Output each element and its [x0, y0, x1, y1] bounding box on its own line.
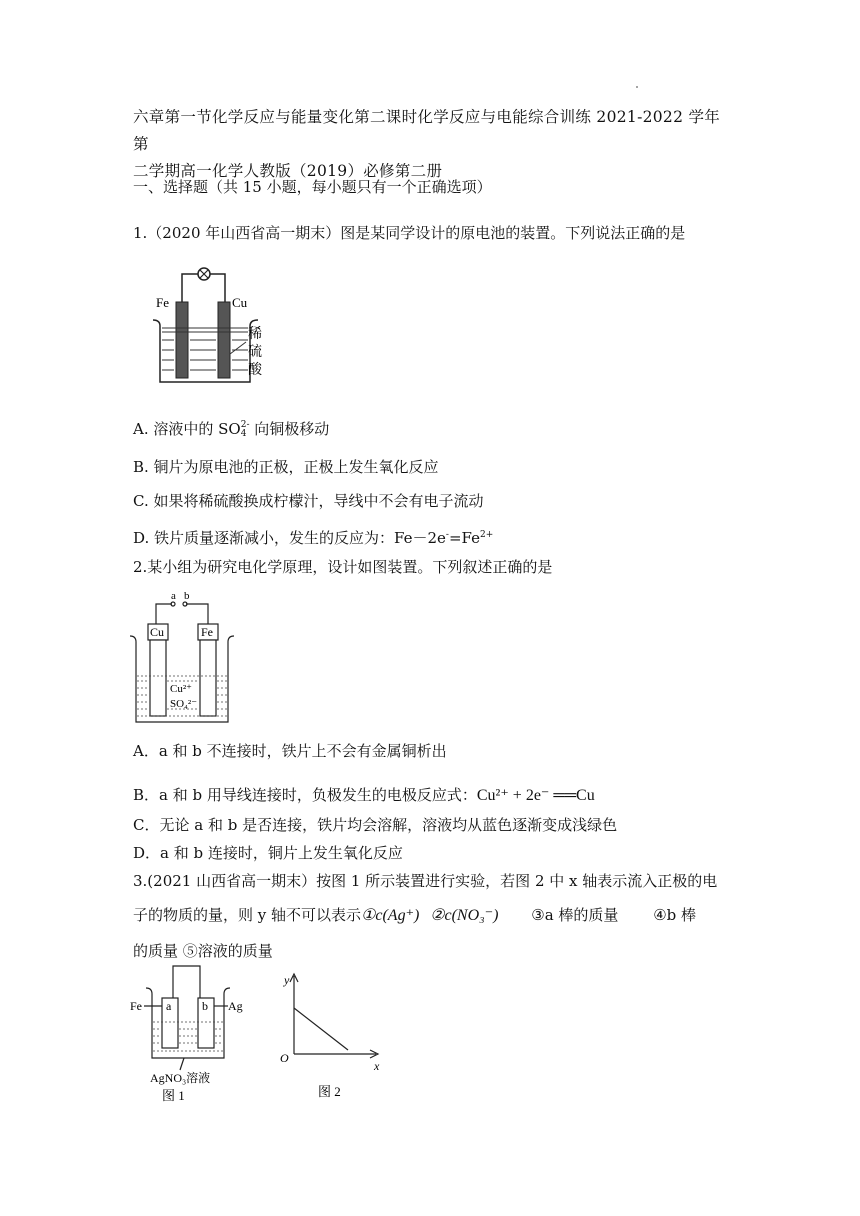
q3-stem-line-1: 3.(2021 山西省高一期末）按图 1 所示装置进行实验，若图 2 中 x 轴表示流入正极的电	[133, 872, 718, 890]
title-line-1: 六章第一节化学反应与能量变化第二课时化学反应与电能综合训练 2021-2022 学年第	[133, 108, 721, 153]
q3-fig1-caption: 图 1	[162, 1088, 185, 1102]
q2-option-a: A．a 和 b 不连接时，铁片上不会有金属铜析出	[133, 742, 447, 760]
q2-option-c: C．无论 a 和 b 是否连接，铁片均会溶解，溶液均从蓝色逐渐变成浅绿色	[133, 816, 618, 834]
q3-stem-line-3: 的质量 ⑤溶液的质量	[133, 942, 273, 960]
q2-cu-label: Cu	[150, 625, 165, 639]
q2-ion-cu: Cu²⁺	[170, 683, 192, 695]
q3-ag-label: Ag	[228, 999, 243, 1013]
q3-figure-2-graph	[276, 970, 386, 1100]
q2-option-b: B．a 和 b 用导线连接时，负极发生的电极反应式：Cu²⁺ + 2e⁻ ══Cu	[133, 786, 595, 804]
q3-y-axis-label: y	[284, 973, 290, 987]
q3-stem-line-2: 子的物质的量，则 y 轴不可以表示①c(Ag⁺) ②c(NO₃⁻) ③a 棒的质量 ④b 棒	[133, 906, 697, 924]
q3-figure-1	[128, 962, 248, 1102]
q1-stem: 1.（2020 年山西省高一期末）图是某同学设计的原电池的装置。下列说法正确的是	[133, 224, 686, 242]
q2-fe-label: Fe	[201, 625, 213, 639]
q3-electrode-b-label: b	[202, 999, 208, 1013]
q1-acid-label-3: 酸	[248, 363, 262, 378]
q3-fe-label: Fe	[130, 999, 142, 1013]
q2-ion-so4: SO₄²⁻	[170, 698, 198, 710]
q1-galvanic-cell-figure	[150, 262, 275, 387]
q3-x-axis-label: x	[374, 1059, 380, 1073]
q1-acid-label-1: 稀	[248, 327, 262, 342]
q3-electrode-a-label: a	[166, 999, 172, 1013]
q2-terminal-a: a	[171, 590, 176, 602]
q2-option-d: D．a 和 b 连接时，铜片上发生氧化反应	[133, 844, 403, 862]
q3-origin-label: O	[280, 1051, 289, 1065]
q2-terminal-b: b	[184, 590, 190, 602]
q3-fig2-caption: 图 2	[318, 1084, 341, 1099]
q1-option-a: A. 溶液中的 SO 2- 4 向铜极移动	[133, 420, 330, 439]
q3-solution-label: AgNO₃溶液	[150, 1071, 211, 1085]
q2-electrochem-figure	[128, 588, 238, 728]
q2-stem: 2.某小组为研究电化学原理，设计如图装置。下列叙述正确的是	[133, 558, 553, 576]
q1-option-d: D. 铁片质量逐渐减小，发生的反应为：$Fe-2e^-=Fe^{2+}$	[133, 529, 494, 547]
q1-fe-label: Fe	[156, 295, 169, 310]
page-mark	[636, 86, 638, 88]
document-title	[133, 104, 733, 185]
q1-option-b: B. 铜片为原电池的正极，正极上发生氧化反应	[133, 458, 439, 476]
q1-acid-label-2: 硫	[248, 345, 262, 360]
q1-cu-label: Cu	[232, 295, 248, 310]
section-heading: 一、选择题（共 15 小题，每小题只有一个正确选项）	[133, 178, 492, 196]
q1-option-c: C. 如果将稀硫酸换成柠檬汁，导线中不会有电子流动	[133, 492, 484, 510]
title-line-2: 二学期高一化学人教版（2019）必修第二册	[133, 162, 443, 180]
